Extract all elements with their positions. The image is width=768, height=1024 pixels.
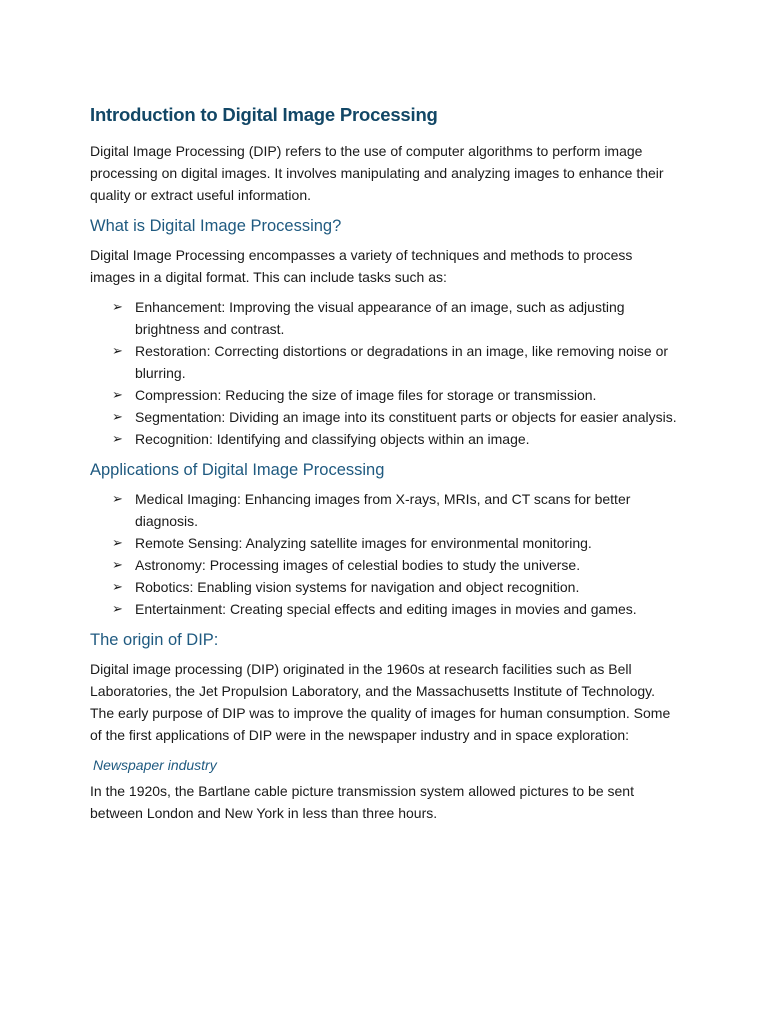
arrow-bullet-icon: ➢ (112, 299, 123, 314)
applications-list (90, 488, 680, 620)
list-item-text: Recognition: Identifying and classifying objects within an image. (135, 431, 530, 447)
origin-paragraph: Digital image processing (DIP) originated in the 1960s at research facilities such as Bell Laboratories, the Jet Propulsion Laboratory, and the Massachusetts Institute of Technology. The early purpose of DIP was to improve the quality of images for human consumption. Some of the first applications of DIP were in the newspaper industry and in space exploration: (90, 661, 671, 743)
list-item-text: Compression: Reducing the size of image files for storage or transmission. (135, 387, 597, 403)
list-item (90, 340, 680, 384)
applications-heading: Applications of Digital Image Processing (90, 461, 385, 479)
list-item-text: Medical Imaging: Enhancing images from X-rays, MRIs, and CT scans for better diagnosis. (135, 491, 631, 529)
newspaper-subheading: Newspaper industry (93, 757, 217, 773)
arrow-bullet-icon: ➢ (112, 601, 123, 616)
tasks-list (90, 296, 680, 450)
what-heading: What is Digital Image Processing? (90, 217, 342, 235)
arrow-bullet-icon: ➢ (112, 409, 123, 424)
what-paragraph: Digital Image Processing encompasses a variety of techniques and methods to process images in a digital format. This can include tasks such as: (90, 247, 633, 285)
list-item (90, 406, 680, 428)
list-item (90, 428, 680, 450)
intro-paragraph: Digital Image Processing (DIP) refers to the use of computer algorithms to perform image processing on digital images. It involves manipulating and analyzing images to enhance their quality or extract useful information. (90, 143, 664, 203)
document-page (90, 100, 680, 832)
list-item (90, 532, 680, 554)
arrow-bullet-icon: ➢ (112, 579, 123, 594)
list-item-text: Astronomy: Processing images of celestial bodies to study the universe. (135, 557, 581, 573)
list-item-text: Enhancement: Improving the visual appearance of an image, such as adjusting brightness and contrast. (135, 299, 625, 337)
list-item-text: Remote Sensing: Analyzing satellite images for environmental monitoring. (135, 535, 592, 551)
arrow-bullet-icon: ➢ (112, 535, 123, 550)
origin-heading: The origin of DIP: (90, 631, 219, 649)
list-item (90, 384, 680, 406)
list-item (90, 598, 680, 620)
list-item-text: Entertainment: Creating special effects and editing images in movies and games. (135, 601, 637, 617)
arrow-bullet-icon: ➢ (112, 431, 123, 446)
list-item-text: Restoration: Correcting distortions or degradations in an image, like removing noise or blurring. (135, 343, 669, 381)
list-item-text: Robotics: Enabling vision systems for navigation and object recognition. (135, 579, 580, 595)
newspaper-paragraph: In the 1920s, the Bartlane cable picture transmission system allowed pictures to be sent between London and New York in less than three hours. (90, 783, 634, 821)
arrow-bullet-icon: ➢ (112, 343, 123, 358)
list-item (90, 296, 680, 340)
arrow-bullet-icon: ➢ (112, 557, 123, 572)
document-title: Introduction to Digital Image Processing (90, 104, 438, 125)
arrow-bullet-icon: ➢ (112, 387, 123, 402)
list-item (90, 554, 680, 576)
arrow-bullet-icon: ➢ (112, 491, 123, 506)
list-item (90, 576, 680, 598)
list-item (90, 488, 680, 532)
list-item-text: Segmentation: Dividing an image into its constituent parts or objects for easier analysis. (135, 409, 677, 425)
